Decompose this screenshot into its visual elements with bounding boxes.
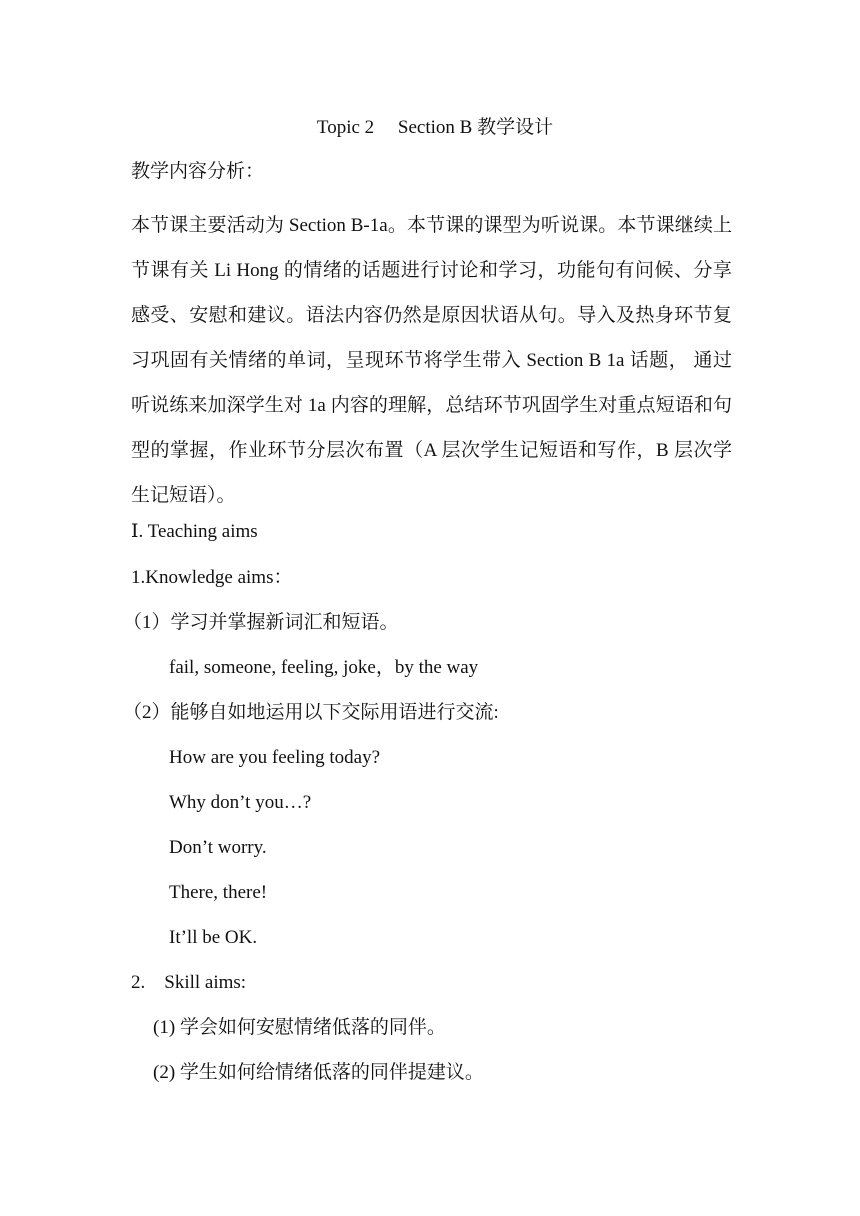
knowledge-aims-heading: 1.Knowledge aims： xyxy=(131,567,293,588)
section-teaching-aims-heading: Ⅰ. Teaching aims xyxy=(131,521,258,542)
skill-aims-heading: 2. Skill aims: xyxy=(131,972,247,993)
analysis-heading: 教学内容分析： xyxy=(131,161,265,182)
vocabulary-list: fail, someone, feeling, joke，by the way xyxy=(169,657,479,678)
knowledge-item-1-heading: （1）学习并掌握新词汇和短语。 xyxy=(123,612,399,633)
document-title: Topic 2 Section B 教学设计 xyxy=(316,117,554,138)
knowledge-item-2-heading: （2）能够自如地运用以下交际用语进行交流: xyxy=(123,702,499,723)
expression-line: How are you feeling today? xyxy=(169,747,381,768)
expression-line: Don’t worry. xyxy=(169,837,267,858)
expression-line: It’ll be OK. xyxy=(169,927,258,948)
skill-item: (2) 学生如何给情绪低落的同伴提建议。 xyxy=(153,1062,484,1083)
expression-line: There, there! xyxy=(169,882,268,903)
analysis-paragraph: 本节课主要活动为 Section B-1a。本节课的课型为听说课。本节课继续上节课有关 Li Hong 的情绪的话题进行讨论和学习，功能句有问候、分享感受、安慰和建议。语法内容仍然是原因状语从句。导入及热身环节复习巩固有关情绪的单词，呈现环节将学生带入 Section B 1a 话题， 通过听说练来加深学生对 1a 内容的理解，总结环节巩固学生对重点短语和句型的掌握，作业环节分层次布置（A 层次学生记短语和写作，B 层次学生记短语）。 xyxy=(131,215,732,506)
expression-line: Why don’t you…? xyxy=(169,792,312,813)
skill-item: (1) 学会如何安慰情绪低落的同伴。 xyxy=(153,1017,446,1038)
